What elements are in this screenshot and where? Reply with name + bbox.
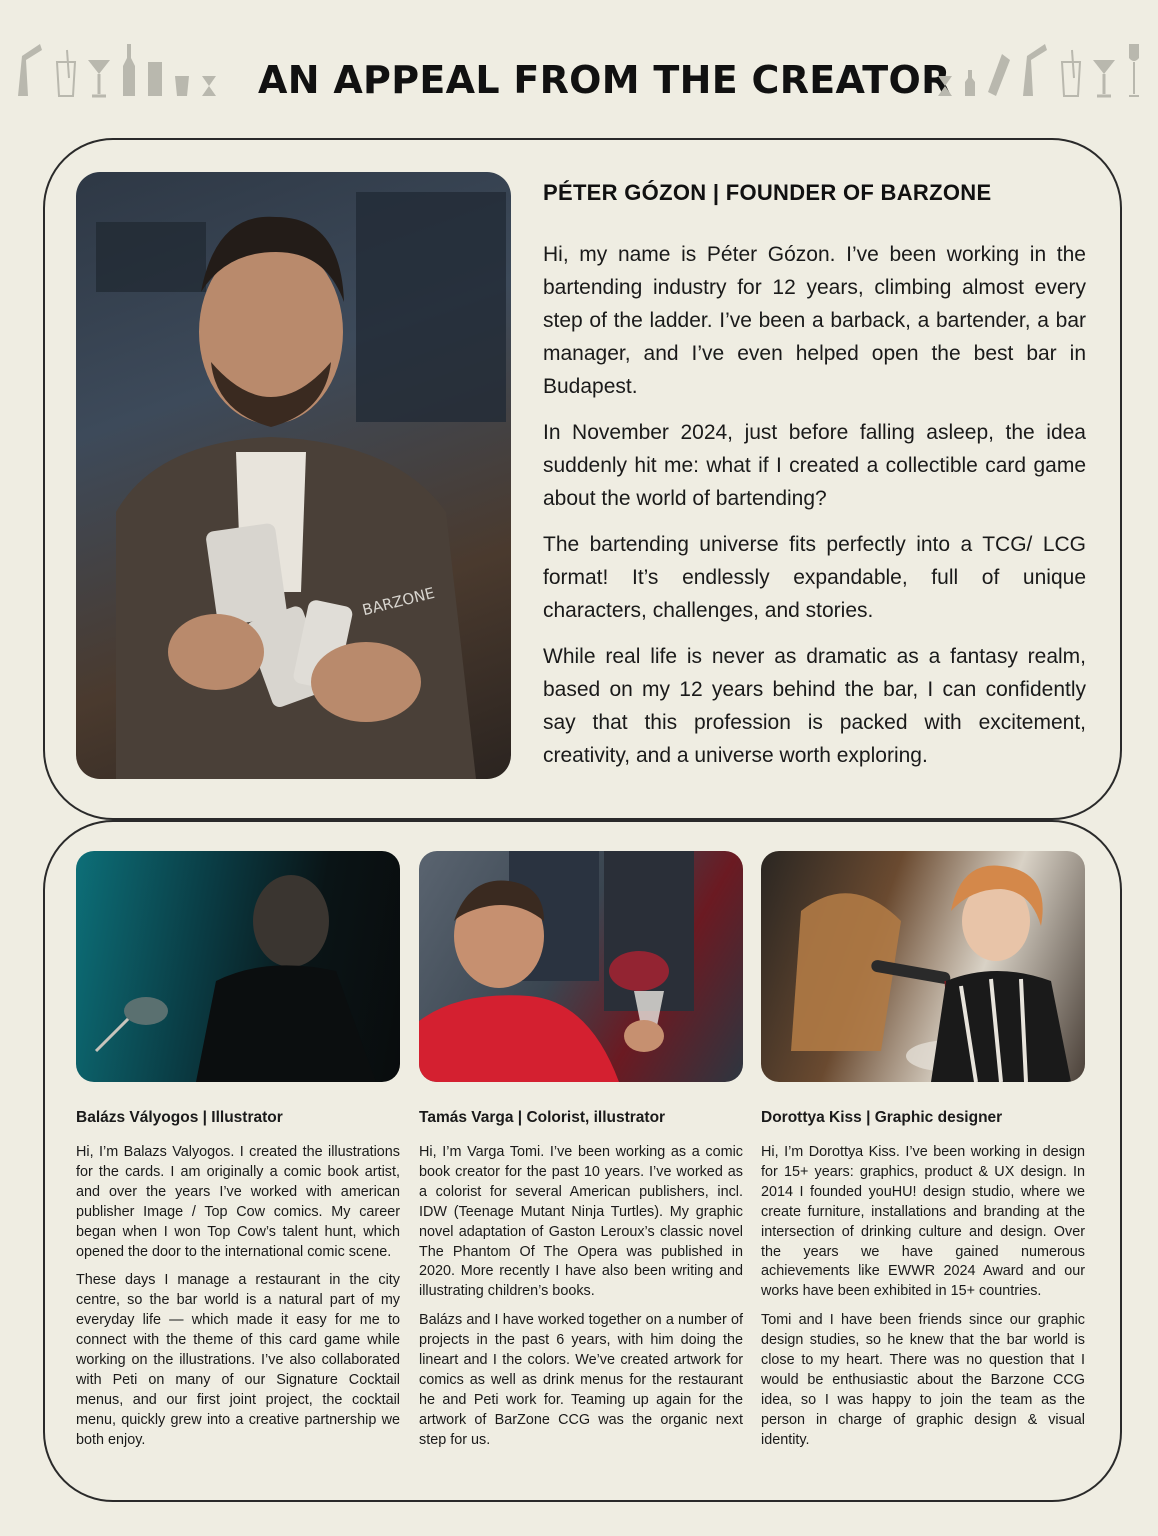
team-member-colorist: [419, 851, 743, 1448]
team-member-paragraph: Balázs and I have worked together on a number of projects in the past 6 years, with him doing the lineart and I the colors. We’ve created artwork for comics as well as drink menus for the restaurant he and Peti work for. Teaming up again for the artwork of BarZone CCG was the organic next step for us.: [419, 1312, 743, 1448]
founder-paragraph: Hi, my name is Péter Gózon. I’ve been working in the bartending industry for 12 years, climbing almost every step of the ladder. I’ve been a barback, a bartender, a bar manager, and I’ve even helped open the best bar in Budapest.: [543, 243, 1086, 398]
shirt-logo-text: BARZONE: [360, 583, 437, 620]
founder-portrait-photo: [76, 172, 511, 779]
team-member-paragraph: Tomi and I have been friends since our graphic design studies, so he knew that the bar world is close to my heart. There was no question that I would be enthusiastic about the Barzone CCG idea, so I was happy to join the team as the person in charge of graphic design & visual identity.: [761, 1312, 1085, 1448]
shaker-icon: [986, 50, 1012, 98]
team-member-heading: Balázs Vályogos | Illustrator: [76, 1109, 283, 1126]
team-member-paragraph: Hi, I’m Dorottya Kiss. I’ve been working in design for 15+ years: graphics, product & UX design. In 2014 I founded youHU! design studio, where we create furniture, installations and branding at the intersection of drinking culture and design. Over the years we have gained numerous achievements like EWWR 2024 Award and our works have been exhibited in 15+ countries.: [761, 1144, 1085, 1300]
highball-glass-icon: [1060, 48, 1082, 98]
team-member-designer: [761, 851, 1085, 1448]
team-member-bio: [761, 1143, 1085, 1460]
highball-glass-icon: [55, 48, 77, 98]
bar-tools-decoration-right: [936, 38, 1142, 98]
tumbler-icon: [146, 52, 164, 98]
bar-tools-decoration-left: [16, 38, 218, 98]
page-header: [0, 38, 1158, 128]
team-member-bio: [76, 1143, 400, 1460]
founder-name-heading: PÉTER GÓZON | FOUNDER OF BARZONE: [543, 180, 992, 205]
bottle-icon: [963, 68, 977, 98]
team-member-bio: [419, 1143, 743, 1460]
wine-glass-icon: [1126, 42, 1142, 98]
jigger-icon: [936, 74, 954, 98]
team-member-paragraph: Hi, I’m Varga Tomi. I’ve been working as a comic book creator for the past 10 years. I’ve worked as a colorist for several American publishers, incl. IDW (Teenage Mutant Ninja Turtles). My graphic novel adaptation of Gaston Leroux’s classic novel The Phantom Of The Opera was published in 2020. More recently I have also been writing and illustrating children’s books.: [419, 1144, 743, 1300]
team-member-paragraph: These days I manage a restaurant in the city centre, so the bar world is a natural part of my everyday life — which made it easy for me to connect with the theme of this card game while working on the illustrations. I’ve also collaborated with Peti on many of our Signature Cocktail menus, and our first joint project, the cocktail menu, quickly grew into a creative partnership we both enjoy.: [76, 1272, 400, 1448]
martini-glass-icon: [1091, 56, 1117, 98]
illustrator-photo-illustration: [76, 851, 400, 1082]
founder-paragraph: The bartending universe fits perfectly into a TCG/ LCG format! It’s endlessly expandable, full of unique characters, challenges, and stories.: [543, 533, 1086, 622]
designer-photo-illustration: [761, 851, 1085, 1082]
bottle-icon: [121, 42, 137, 98]
founder-paragraph: While real life is never as dramatic as a fantasy realm, based on my 12 years behind the bar, I can confidently say that this profession is packed with excitement, creativity, and a universe worth exploring.: [543, 645, 1086, 767]
page-title: AN APPEAL FROM THE CREATOR: [258, 58, 951, 102]
designer-photo: [761, 851, 1085, 1082]
colorist-photo: [419, 851, 743, 1082]
martini-glass-icon: [86, 56, 112, 98]
founder-bio: [543, 238, 1086, 785]
team-member-illustrator: [76, 851, 400, 1448]
team-member-heading: Tamás Varga | Colorist, illustrator: [419, 1109, 666, 1126]
shot-glass-icon: [173, 74, 191, 98]
jigger-icon: [200, 74, 218, 98]
team-member-paragraph: Hi, I’m Balazs Valyogos. I created the illustrations for the cards. I am originally a comic book artist, and over the years I’ve worked with american publisher Image / Top Cow comics. My career began when I won Top Cow’s talent hunt, which opened the door to the international comic scene.: [76, 1144, 400, 1260]
team-member-heading: Dorottya Kiss | Graphic designer: [761, 1109, 1003, 1126]
colorist-photo-illustration: [419, 851, 743, 1082]
founder-portrait-illustration: [76, 172, 511, 779]
founder-paragraph: In November 2024, just before falling asleep, the idea suddenly hit me: what if I created a collectible card game about the world of bartending?: [543, 421, 1086, 510]
shaker-icon: [1021, 40, 1051, 98]
illustrator-photo: [76, 851, 400, 1082]
shaker-icon: [16, 40, 46, 98]
